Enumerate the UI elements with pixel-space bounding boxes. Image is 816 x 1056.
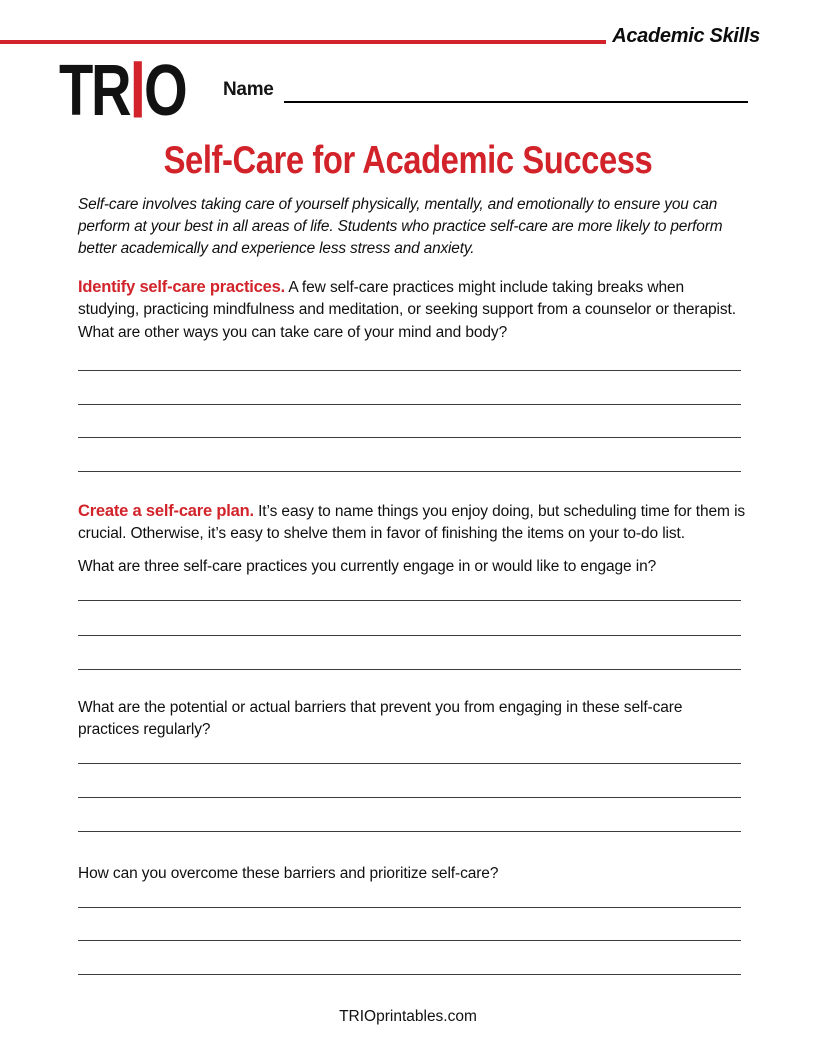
answer-line (78, 338, 741, 371)
header-red-rule (0, 40, 606, 44)
answer-line (78, 874, 741, 908)
answer-lines-block (78, 730, 741, 833)
answer-line (78, 941, 741, 975)
answer-line (78, 405, 741, 438)
name-label: Name (223, 79, 274, 100)
answer-line (78, 636, 741, 670)
name-field-row (223, 76, 748, 103)
logo-letters-tr: TR (59, 51, 130, 131)
answer-line (78, 908, 741, 942)
answer-line (78, 730, 741, 764)
answer-line (78, 567, 741, 601)
answer-line (78, 798, 741, 832)
logo-letter-i-accent: I (129, 44, 144, 136)
question-barriers: What are the potential or actual barriers that prevent you from engaging in these self-care practices regularly? (78, 699, 683, 739)
category-label: Academic Skills (612, 25, 760, 47)
page-title: Self-Care for Academic Success (163, 139, 653, 182)
section-body: A few self-care practices might include taking breaks when studying, practicing mindfulness and meditation, or seeking support from a counselor or therapist. What are other ways you can take care of your mind and body? (78, 279, 736, 341)
trio-logo (59, 44, 221, 136)
section-identify-practices (78, 276, 746, 344)
answer-lines-block (78, 567, 741, 670)
answer-line (78, 601, 741, 635)
section-create-plan (78, 500, 746, 546)
section-heading: Create a self-care plan. (78, 502, 254, 520)
name-blank-line (284, 79, 748, 103)
footer-url: TRIOprintables.com (339, 1008, 477, 1025)
logo-letter-o: O (144, 51, 186, 131)
answer-lines-block (78, 874, 741, 975)
trio-logo-text (59, 44, 186, 136)
answer-line (78, 371, 741, 404)
answer-lines-block (78, 338, 741, 472)
section-heading: Identify self-care practices. (78, 278, 285, 296)
question-overcome-barriers: How can you overcome these barriers and prioritize self-care? (78, 865, 499, 882)
section-body: It’s easy to name things you enjoy doing, but scheduling time for them is crucial. Otherwise, it’s easy to shelve them in favor of finishing the items on your to-do list. (78, 503, 746, 543)
intro-paragraph: Self-care involves taking care of yourself physically, mentally, and emotionally to ensure you can perform at your best in all areas of life. Students who practice self-care are more likely to perform better academically and experience less stress and anxiety. (78, 196, 723, 257)
question-current-practices: What are three self-care practices you currently engage in or would like to engage in? (78, 558, 657, 575)
answer-line (78, 438, 741, 471)
answer-line (78, 764, 741, 798)
